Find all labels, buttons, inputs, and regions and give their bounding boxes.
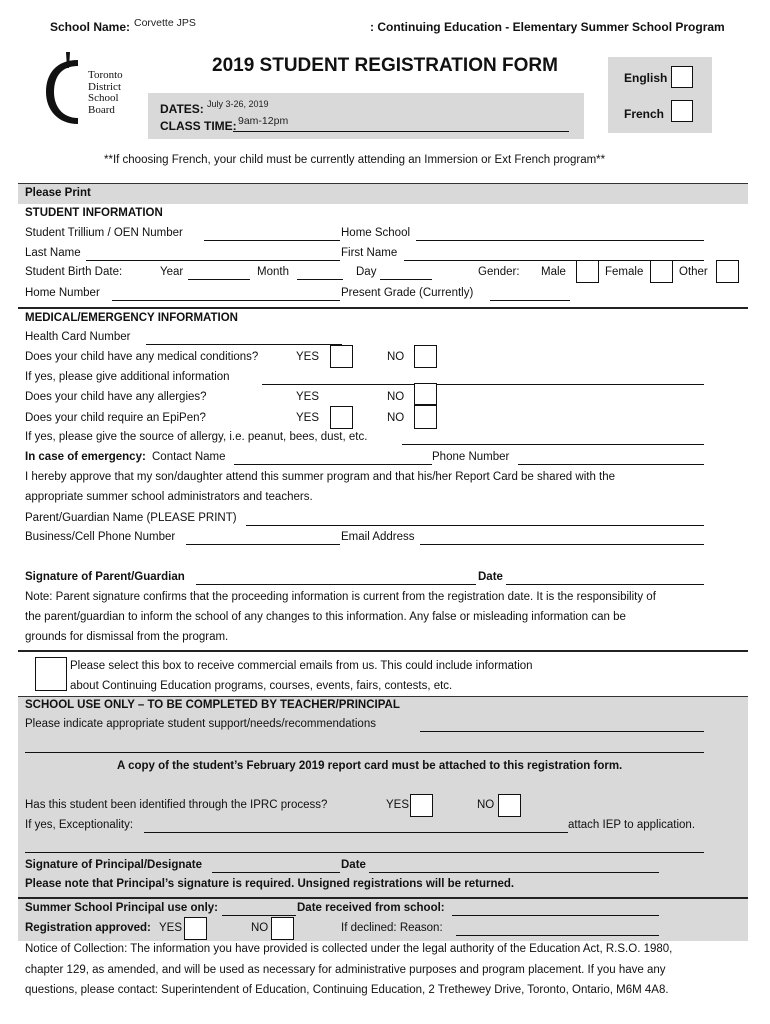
registration-approved-label: Registration approved: — [25, 922, 151, 934]
additional-info-field[interactable] — [262, 384, 704, 385]
approval-line-1: I hereby approve that my son/daughter attend this summer program and that his/her Report Card be shared with the — [25, 471, 616, 483]
oen-field[interactable] — [204, 240, 340, 241]
epipen-question: Does your child require an EpiPen? — [25, 412, 206, 424]
approved-yes-label: YES — [159, 922, 183, 934]
program-title: : Continuing Education - Elementary Summer School Program — [370, 20, 725, 34]
iprc-yes-label: YES — [386, 799, 410, 811]
exceptionality-field[interactable] — [144, 832, 568, 833]
principal-date-label: Date — [341, 859, 366, 871]
phone-number-label: Phone Number — [432, 451, 510, 463]
principal-date-field[interactable] — [369, 872, 659, 873]
home-school-field[interactable] — [416, 240, 704, 241]
home-school-label: Home School — [341, 227, 411, 239]
last-name-field[interactable] — [86, 260, 340, 261]
indicate-field-line-2[interactable] — [25, 752, 704, 753]
approved-yes-checkbox[interactable] — [184, 917, 207, 940]
note-line-1: Note: Parent signature confirms that the proceeding information is current from the registration date. It is the responsibility of — [25, 591, 656, 603]
conditions-no-checkbox[interactable] — [414, 345, 437, 368]
divider — [18, 650, 748, 652]
contact-name-label: Contact Name — [152, 451, 226, 463]
epipen-yes-label: YES — [296, 412, 320, 424]
parent-signature-field[interactable] — [196, 584, 476, 585]
other-label: Other — [679, 266, 708, 278]
allergy-source-field[interactable] — [402, 444, 704, 445]
iprc-yes-checkbox[interactable] — [410, 794, 433, 817]
female-checkbox[interactable] — [650, 260, 673, 283]
conditions-yes-checkbox[interactable] — [330, 345, 353, 368]
business-phone-field[interactable] — [186, 544, 340, 545]
present-grade-field[interactable] — [490, 300, 570, 301]
iprc-question: Has this student been identified through the IPRC process? — [25, 799, 328, 811]
consent-line-2: about Continuing Education programs, courses, events, fairs, contests, etc. — [70, 680, 453, 692]
conditions-no-label: NO — [387, 351, 405, 363]
medical-title: MEDICAL/EMERGENCY INFORMATION — [25, 312, 238, 324]
tdsb-logo — [38, 48, 148, 130]
principal-signature-field[interactable] — [212, 872, 340, 873]
principal-signature-label: Signature of Principal/Designate — [25, 859, 203, 871]
email-label: Email Address — [341, 531, 415, 543]
student-info-title: STUDENT INFORMATION — [25, 207, 163, 219]
dates-label: DATES: — [160, 102, 204, 116]
commercial-email-checkbox[interactable] — [35, 657, 67, 691]
parent-signature-label: Signature of Parent/Guardian — [25, 571, 185, 583]
please-print: Please Print — [25, 187, 91, 199]
month-field[interactable] — [297, 279, 343, 280]
notice-line-3: questions, please contact: Superintendent of Education, Continuing Education, 2 Trethewey Drive, Toronto, Ontario, M6M 4A8. — [25, 984, 669, 996]
language-panel — [608, 57, 712, 133]
approved-no-label: NO — [251, 922, 269, 934]
notice-line-2: chapter 129, as amended, and will be used as necessary for administrative purposes and program placement. If you have any — [25, 964, 666, 976]
iprc-no-label: NO — [477, 799, 495, 811]
parent-date-field[interactable] — [506, 584, 704, 585]
consent-line-1: Please select this box to receive commercial emails from us. This could include information — [70, 660, 533, 672]
indicate-field[interactable] — [420, 731, 704, 732]
principal-note: Please note that Principal’s signature is required. Unsigned registrations will be returned. — [25, 878, 515, 890]
school-name-value[interactable]: Corvette JPS — [134, 17, 196, 29]
approved-no-checkbox[interactable] — [271, 917, 294, 940]
english-checkbox[interactable] — [671, 66, 693, 88]
exceptionality-field-line-2[interactable] — [25, 852, 704, 853]
declined-label: If declined: Reason: — [341, 922, 443, 934]
date-received-label: Date received from school: — [297, 902, 445, 914]
allergies-yes-label: YES — [296, 391, 320, 403]
notice-line-1: Notice of Collection: The information you have provided is collected under the legal authority of the Education Act, R.S.O. 1980, — [25, 943, 673, 955]
parent-date-label: Date — [478, 571, 503, 583]
french-note: **If choosing French, your child must be currently attending an Immersion or Ext French program** — [104, 154, 606, 166]
emergency-label: In case of emergency: — [25, 451, 146, 463]
email-field[interactable] — [420, 544, 704, 545]
year-field[interactable] — [188, 279, 250, 280]
approval-line-2: appropriate summer school administrators and teachers. — [25, 491, 313, 503]
present-grade-label: Present Grade (Currently) — [341, 287, 474, 299]
iprc-no-checkbox[interactable] — [498, 794, 521, 817]
allergy-source-label: If yes, please give the source of allergy, i.e. peanut, bees, dust, etc. — [25, 431, 368, 443]
please-print-bar — [18, 183, 748, 204]
day-field[interactable] — [380, 279, 432, 280]
guardian-name-label: Parent/Guardian Name (PLEASE PRINT) — [25, 512, 237, 524]
home-number-field[interactable] — [112, 300, 340, 301]
home-number-label: Home Number — [25, 287, 100, 299]
summer-principal-label: Summer School Principal use only: — [25, 902, 218, 914]
allergies-question: Does your child have any allergies? — [25, 391, 207, 403]
year-label: Year — [160, 266, 184, 278]
health-card-field[interactable] — [146, 344, 342, 345]
oen-label: Student Trillium / OEN Number — [25, 227, 183, 239]
health-card-label: Health Card Number — [25, 331, 131, 343]
male-checkbox[interactable] — [576, 260, 599, 283]
attach-iep-label: attach IEP to application. — [568, 819, 696, 831]
last-name-label: Last Name — [25, 247, 81, 259]
first-name-label: First Name — [341, 247, 398, 259]
school-use-title: SCHOOL USE ONLY – TO BE COMPLETED BY TEACHER/PRINCIPAL — [25, 699, 400, 711]
report-card-note: A copy of the student’s February 2019 report card must be attached to this registration form. — [117, 760, 623, 772]
logo-line-4: Board — [88, 103, 115, 116]
conditions-question: Does your child have any medical conditions? — [25, 351, 259, 363]
french-checkbox[interactable] — [671, 100, 693, 122]
summer-principal-field[interactable] — [222, 915, 296, 916]
other-checkbox[interactable] — [716, 260, 739, 283]
note-line-2: the parent/guardian to inform the school of any changes to this information. Any false or misleading information can be — [25, 611, 626, 623]
male-label: Male — [541, 266, 566, 278]
note-line-3: grounds for dismissal from the program. — [25, 631, 229, 643]
additional-info-label: If yes, please give additional information — [25, 371, 230, 383]
phone-number-field[interactable] — [518, 464, 704, 465]
english-label: English — [624, 71, 668, 85]
french-label: French — [624, 107, 665, 121]
epipen-no-checkbox[interactable] — [414, 405, 437, 429]
logo-line-2: District — [88, 80, 121, 93]
logo-line-1: Toronto — [88, 69, 123, 81]
gender-label: Gender: — [478, 266, 520, 278]
class-time-value[interactable]: 9am-12pm — [238, 115, 289, 127]
conditions-yes-label: YES — [296, 351, 320, 363]
logo-line-3: School — [88, 92, 119, 104]
school-name-label: School Name: — [50, 20, 131, 34]
month-label: Month — [257, 266, 289, 278]
female-label: Female — [605, 266, 644, 278]
day-label: Day — [356, 266, 377, 278]
guardian-name-field[interactable] — [246, 525, 704, 526]
class-time-label: CLASS TIME: — [160, 119, 237, 133]
dates-value[interactable]: July 3-26, 2019 — [207, 99, 269, 109]
form-title: 2019 STUDENT REGISTRATION FORM — [212, 55, 558, 76]
allergies-no-label: NO — [387, 391, 405, 403]
epipen-no-label: NO — [387, 412, 405, 424]
birth-date-label: Student Birth Date: — [25, 266, 123, 278]
business-phone-label: Business/Cell Phone Number — [25, 531, 176, 543]
exceptionality-label: If yes, Exceptionality: — [25, 819, 134, 831]
date-received-field[interactable] — [452, 915, 659, 916]
contact-name-field[interactable] — [234, 464, 432, 465]
allergies-no-checkbox[interactable] — [414, 383, 437, 405]
divider — [18, 307, 748, 309]
indicate-label: Please indicate appropriate student support/needs/recommendations — [25, 718, 376, 730]
epipen-yes-checkbox[interactable] — [330, 406, 353, 429]
declined-reason-field[interactable] — [456, 935, 659, 936]
